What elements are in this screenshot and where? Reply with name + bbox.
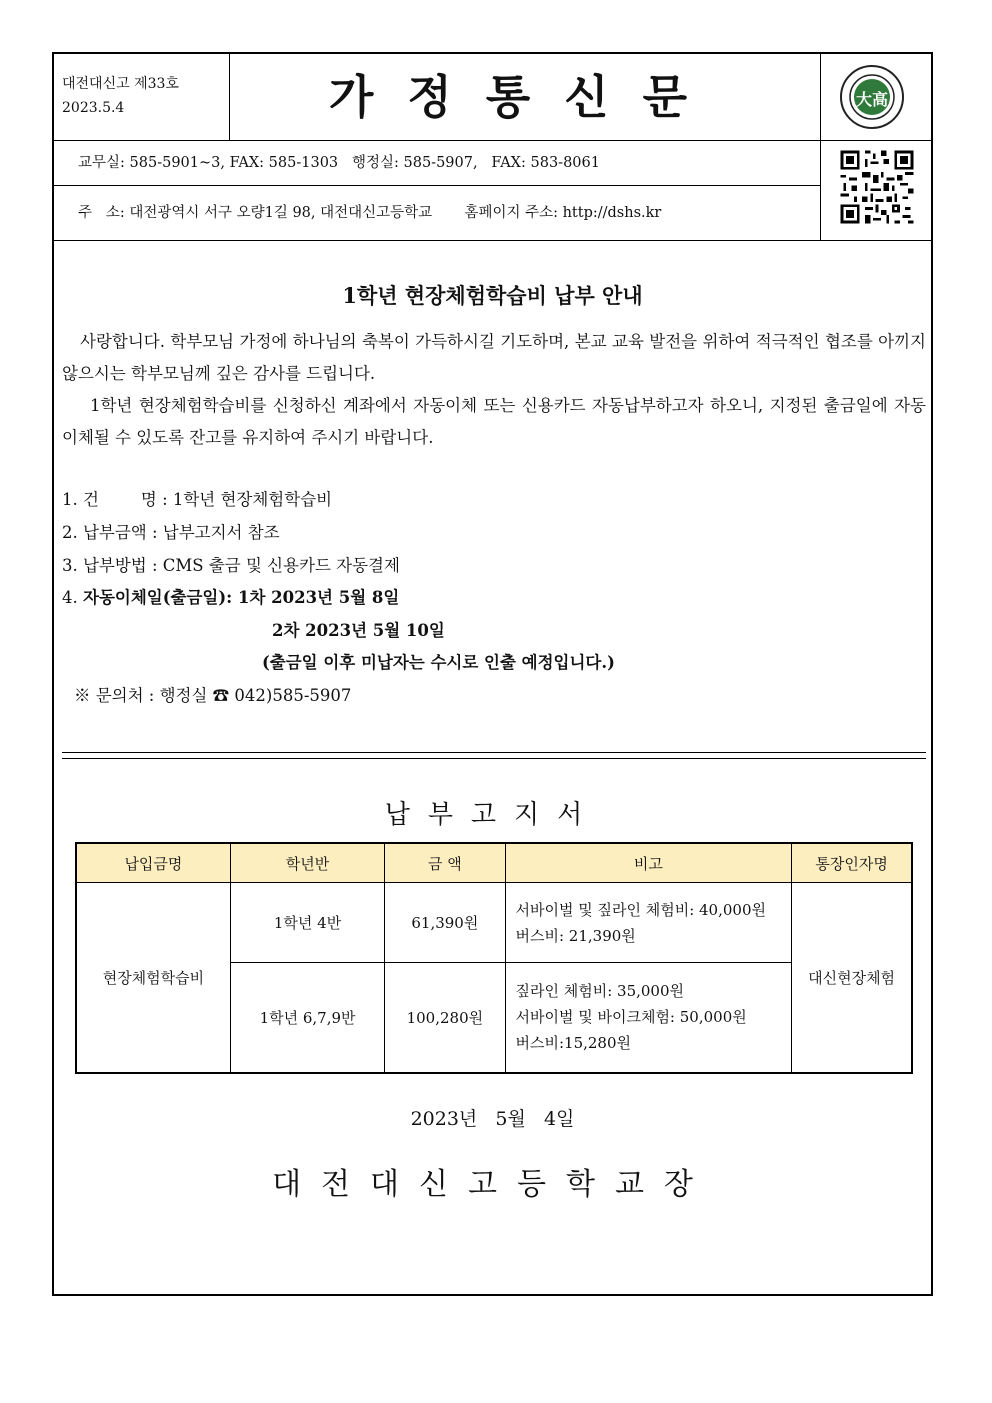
note-line: 짚라인 체험비: 35,000원	[515, 982, 685, 1001]
header-note: 비고	[505, 843, 792, 883]
issue-date: 2023.5.4	[62, 100, 125, 116]
auto-transfer-date-2: 2차 2023년 5월 10일	[272, 621, 445, 640]
table-header-row	[76, 843, 912, 883]
notice-item-1: 1. 건 명 : 1학년 현장체험학습비	[62, 490, 333, 509]
inquiry-contact: ※ 문의처 : 행정실 ☎ 042)585-5907	[74, 686, 352, 705]
page-title: 가정통신문	[328, 70, 722, 124]
header-item-name: 납입금명	[76, 843, 230, 883]
class-cell: 1학년 6,7,9반	[230, 963, 384, 1073]
header-amount: 금 액	[385, 843, 505, 883]
document-frame	[52, 52, 933, 1296]
note-line: 버스비:15,280원	[515, 1034, 631, 1053]
notice-item-4	[62, 584, 399, 608]
note-line: 버스비: 21,390원	[515, 926, 636, 945]
auto-transfer-date-1: 자동이체일(출금일): 1차 2023년 5월 8일	[83, 588, 400, 607]
notice-paragraph-2: 1학년 현장체험학습비를 신청하신 계좌에서 자동이체 또는 신용카드 자동납부하고자 하오니, 지정된 출금일에 자동이체될 수 있도록 잔고를 유지하여 주시기 바랍니다.	[62, 396, 926, 447]
bill-table	[75, 842, 913, 1074]
note-cell	[505, 963, 792, 1073]
bill-title: 납부고지서	[384, 800, 601, 830]
amount-cell: 61,390원	[385, 883, 505, 963]
issue-number: 대전대신고 제33호	[62, 76, 179, 92]
notice-item-2: 2. 납부금액 : 납부고지서 참조	[62, 523, 280, 542]
class-cell: 1학년 4반	[230, 883, 384, 963]
notice-paragraph-1: 사랑합니다. 학부모님 가정에 하나님의 축복이 가득하시길 기도하며, 본교 교육 발전을 위하여 적극적인 협조를 아끼지 않으시는 학부모님께 깊은 감사를 드립니다.	[62, 332, 926, 383]
letterhead	[54, 54, 931, 240]
amount-cell: 100,280원	[385, 963, 505, 1073]
issue-date-footer: 2023년 5월 4일	[410, 1108, 575, 1130]
header-class: 학년반	[230, 843, 384, 883]
notice-title: 1학년 현장체험학습비 납부 안내	[342, 283, 643, 308]
auto-transfer-note: (출금일 이후 미납자는 수시로 인출 예정입니다.)	[262, 653, 615, 672]
note-cell	[505, 883, 792, 963]
qr-code-icon	[838, 148, 916, 226]
school-logo-icon	[839, 64, 905, 130]
table-row	[76, 883, 912, 963]
header-account-name: 통장인자명	[792, 843, 912, 883]
account-name-cell: 대신현장체험	[792, 883, 912, 1073]
school-logo-text: 大高	[855, 90, 889, 109]
contact-line: 교무실: 585-5901~3, FAX: 585-1303 행정실: 585-5907, FAX: 583-8061	[54, 140, 820, 186]
address-line: 주 소: 대전광역시 서구 오량1길 98, 대전대신고등학교 홈페이지 주소: http://dshs.kr	[78, 205, 662, 221]
divider	[62, 752, 926, 759]
item-4-number: 4.	[62, 588, 83, 607]
issue-info	[54, 54, 230, 140]
notice-item-3: 3. 납부방법 : CMS 출금 및 신용카드 자동결제	[62, 556, 400, 575]
principal-signature: 대전대신고등학교장	[272, 1167, 713, 1202]
item-name-cell: 현장체험학습비	[76, 883, 230, 1073]
note-line: 서바이벌 및 바이크체험: 50,000원	[515, 1008, 747, 1027]
note-line: 서바이벌 및 짚라인 체험비: 40,000원	[515, 900, 766, 919]
